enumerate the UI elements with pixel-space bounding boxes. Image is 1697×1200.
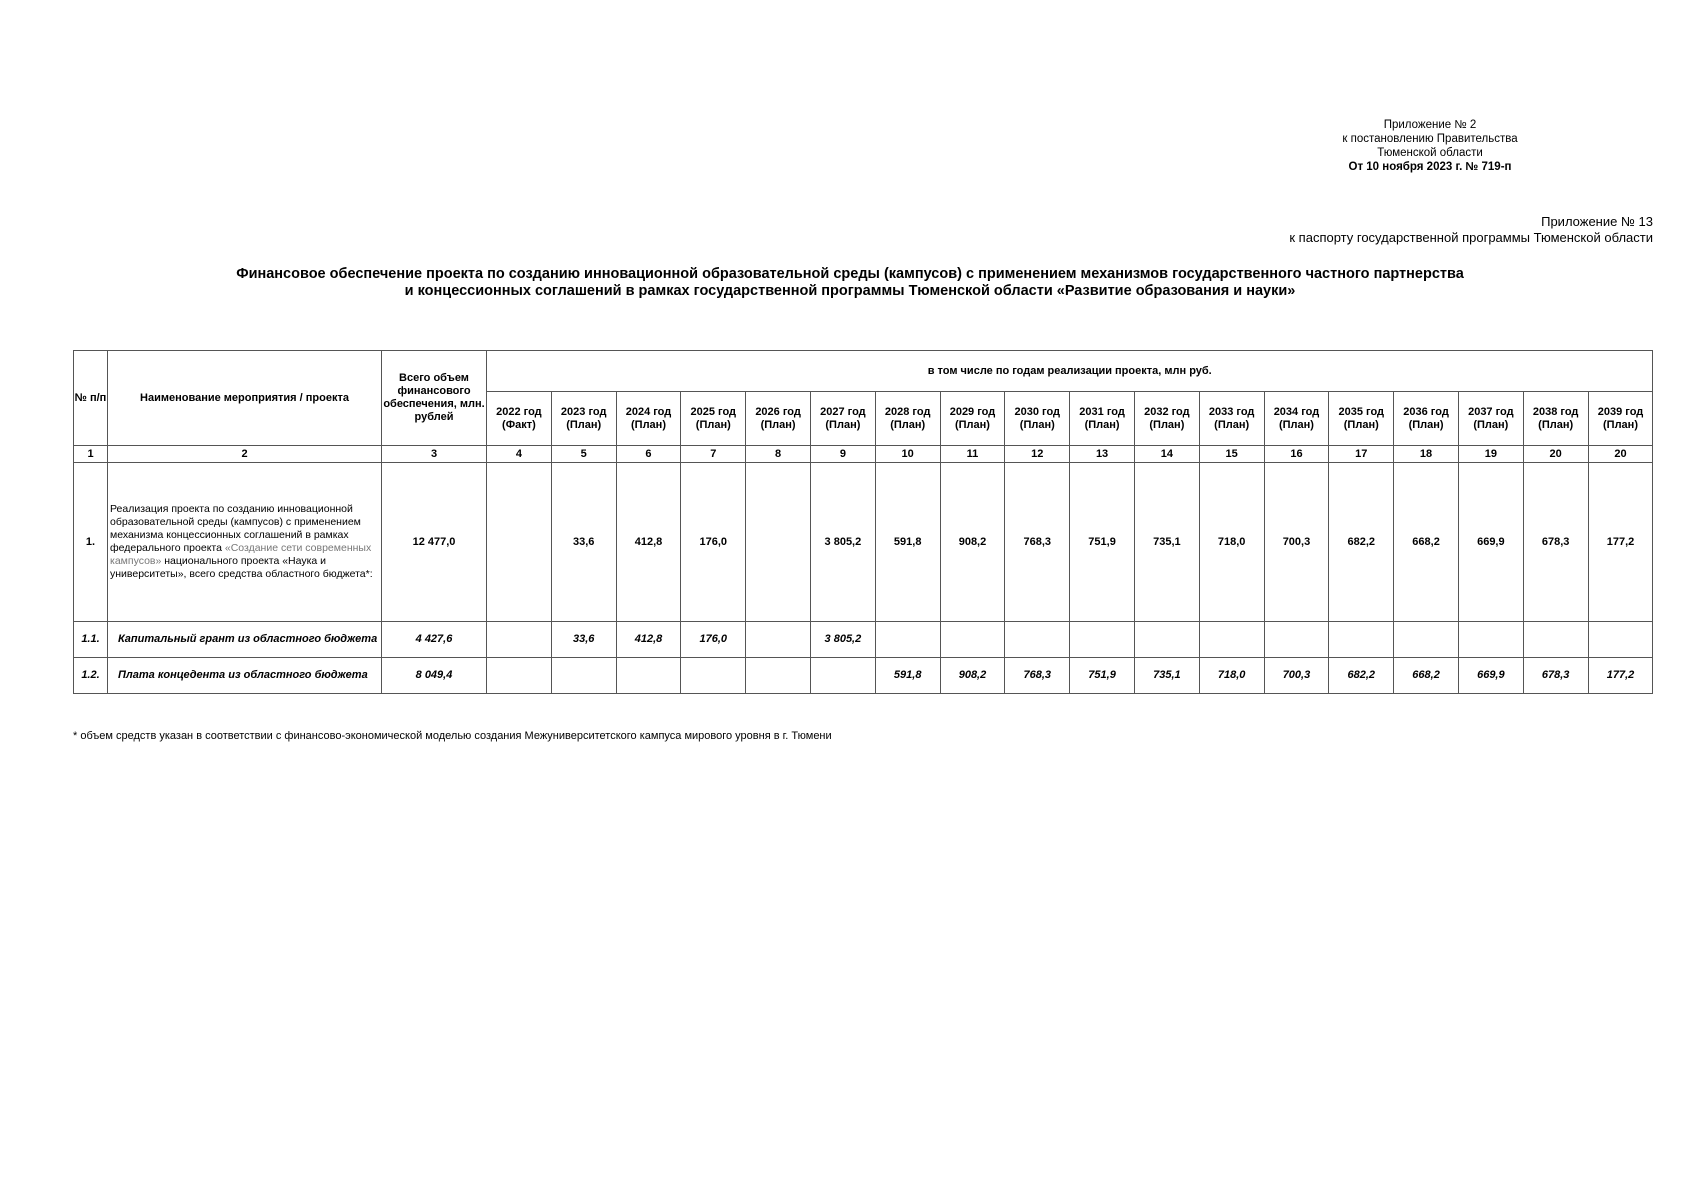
row-year-value bbox=[746, 622, 811, 658]
annex-passport-ref: к паспорту государственной программы Тюменской области bbox=[1289, 230, 1653, 245]
header-year bbox=[1070, 392, 1135, 446]
row-year-value bbox=[746, 658, 811, 694]
financing-table bbox=[73, 350, 1653, 694]
header-year-kind: (Факт) bbox=[502, 418, 536, 431]
header-year-kind: (План) bbox=[1149, 418, 1185, 431]
row-year-value: 176,0 bbox=[681, 622, 746, 658]
row-year-value bbox=[1134, 622, 1199, 658]
column-number: 8 bbox=[746, 446, 811, 463]
row-name bbox=[108, 463, 382, 622]
annex-ref: к постановлению Правительства bbox=[1342, 133, 1518, 145]
row-year-value: 768,3 bbox=[1005, 463, 1070, 622]
title-line-2: и концессионных соглашений в рамках государственной программы Тюменской области «Развитие образования и науки» bbox=[404, 283, 1296, 299]
row-year-value: 678,3 bbox=[1523, 658, 1588, 694]
annex-number: Приложение № 2 bbox=[1383, 119, 1477, 131]
header-year bbox=[1264, 392, 1329, 446]
annex-passport bbox=[1153, 214, 1653, 246]
header-year bbox=[681, 392, 746, 446]
row-year-value: 735,1 bbox=[1134, 658, 1199, 694]
row-year-value: 678,3 bbox=[1523, 463, 1588, 622]
header-year-label: 2028 год bbox=[884, 405, 931, 418]
row-year-value bbox=[940, 622, 1005, 658]
column-number: 9 bbox=[810, 446, 875, 463]
row-year-value bbox=[1458, 622, 1523, 658]
header-total: Всего объем финансового обеспечения, млн. рублей bbox=[382, 351, 487, 446]
header-year-label: 2036 год bbox=[1403, 405, 1449, 418]
table-row bbox=[74, 463, 1653, 622]
header-year-label: 2025 год bbox=[690, 405, 737, 418]
row-year-value bbox=[1199, 622, 1264, 658]
row-number: 1.1. bbox=[74, 622, 108, 658]
header-year bbox=[1134, 392, 1199, 446]
row-number: 1. bbox=[74, 463, 108, 622]
row-year-value: 718,0 bbox=[1199, 463, 1264, 622]
row-year-value bbox=[1005, 622, 1070, 658]
column-numbers-row bbox=[74, 446, 1653, 463]
row-year-value bbox=[681, 658, 746, 694]
column-number: 6 bbox=[616, 446, 681, 463]
header-year bbox=[810, 392, 875, 446]
row-year-value bbox=[810, 658, 875, 694]
column-number: 15 bbox=[1199, 446, 1264, 463]
row-year-value bbox=[1329, 622, 1394, 658]
column-number: 20 bbox=[1523, 446, 1588, 463]
header-year bbox=[1199, 392, 1264, 446]
header-year-kind: (План) bbox=[1343, 418, 1379, 431]
column-number: 14 bbox=[1134, 446, 1199, 463]
header-row-1 bbox=[74, 351, 1653, 392]
header-year-kind: (План) bbox=[695, 418, 731, 431]
header-year-kind: (План) bbox=[1408, 418, 1444, 431]
column-number: 5 bbox=[551, 446, 616, 463]
header-year-label: 2031 год bbox=[1079, 405, 1125, 418]
row-name: Капитальный грант из областного бюджета bbox=[108, 622, 382, 658]
row-year-value: 177,2 bbox=[1588, 463, 1653, 622]
column-number: 13 bbox=[1070, 446, 1135, 463]
row-year-value bbox=[1394, 622, 1459, 658]
row-year-value bbox=[746, 463, 811, 622]
row-year-value bbox=[875, 622, 940, 658]
header-year-label: 2022 год bbox=[496, 405, 542, 418]
row-total: 8 049,4 bbox=[382, 658, 487, 694]
annex-passport-number: Приложение № 13 bbox=[1541, 214, 1653, 229]
header-year bbox=[616, 392, 681, 446]
row-year-value: 735,1 bbox=[1134, 463, 1199, 622]
row-year-value: 668,2 bbox=[1394, 463, 1459, 622]
header-year-label: 2038 год bbox=[1532, 405, 1579, 418]
header-year bbox=[1329, 392, 1394, 446]
column-number: 17 bbox=[1329, 446, 1394, 463]
row-year-value: 751,9 bbox=[1070, 463, 1135, 622]
header-year-label: 2029 год bbox=[949, 405, 996, 418]
header-year bbox=[1394, 392, 1459, 446]
header-year-label: 2033 год bbox=[1208, 405, 1255, 418]
header-no: № п/п bbox=[74, 351, 108, 446]
header-years-group: в том числе по годам реализации проекта, млн руб. bbox=[487, 351, 1653, 392]
row-year-value: 33,6 bbox=[551, 463, 616, 622]
column-number: 7 bbox=[681, 446, 746, 463]
header-year-kind: (План) bbox=[954, 418, 990, 431]
row-year-value bbox=[616, 658, 681, 694]
header-year-kind: (План) bbox=[566, 418, 602, 431]
row-year-value: 33,6 bbox=[551, 622, 616, 658]
column-number: 19 bbox=[1458, 446, 1523, 463]
row-year-value: 176,0 bbox=[681, 463, 746, 622]
row-year-value: 3 805,2 bbox=[810, 622, 875, 658]
row-year-value: 768,3 bbox=[1005, 658, 1070, 694]
header-year-label: 2030 год bbox=[1014, 405, 1061, 418]
row-year-value: 591,8 bbox=[875, 658, 940, 694]
header-year-label: 2032 год bbox=[1144, 405, 1190, 418]
header-year-label: 2026 год bbox=[755, 405, 801, 418]
header-year bbox=[1588, 392, 1653, 446]
header-year-label: 2039 год bbox=[1597, 405, 1644, 418]
row-number: 1.2. bbox=[74, 658, 108, 694]
header-year bbox=[1005, 392, 1070, 446]
column-number: 3 bbox=[382, 446, 487, 463]
header-year-label: 2037 год bbox=[1468, 405, 1514, 418]
row-year-value bbox=[487, 463, 552, 622]
row-year-value bbox=[551, 658, 616, 694]
title-line-1: Финансовое обеспечение проекта по созданию инновационной образовательной среды (кампусов) с применением механизмов государственного частного партнерства bbox=[236, 266, 1464, 282]
header-year-kind: (План) bbox=[1603, 418, 1638, 431]
header-year-label: 2027 год bbox=[820, 405, 866, 418]
page-title bbox=[60, 266, 1640, 300]
header-year-kind: (План) bbox=[1214, 418, 1250, 431]
row-year-value bbox=[487, 658, 552, 694]
row-year-value: 591,8 bbox=[875, 463, 940, 622]
footnote: * объем средств указан в соответствии с финансово-экономической моделью создания Межуниверситетского кампуса мирового уровня в г. Тюмени bbox=[73, 730, 832, 742]
row-year-value: 908,2 bbox=[940, 463, 1005, 622]
header-year bbox=[1523, 392, 1588, 446]
row-year-value bbox=[1070, 622, 1135, 658]
row-year-value: 668,2 bbox=[1394, 658, 1459, 694]
header-name: Наименование мероприятия / проекта bbox=[108, 351, 382, 446]
row-name-part-1: Реализация проекта по созданию инновационной образовательной среды (кампусов) с применением механизма концессионных соглашений в рамках федерального проекта bbox=[110, 503, 361, 554]
column-number: 1 bbox=[74, 446, 108, 463]
row-year-value bbox=[487, 622, 552, 658]
header-year-kind: (План) bbox=[631, 418, 666, 431]
header-year-label: 2024 год bbox=[625, 405, 672, 418]
row-total: 12 477,0 bbox=[382, 463, 487, 622]
column-number: 18 bbox=[1394, 446, 1459, 463]
row-year-value: 700,3 bbox=[1264, 463, 1329, 622]
row-total: 4 427,6 bbox=[382, 622, 487, 658]
row-year-value: 3 805,2 bbox=[810, 463, 875, 622]
row-name: Плата концедента из областного бюджета bbox=[108, 658, 382, 694]
row-year-value bbox=[1264, 622, 1329, 658]
header-year-kind: (План) bbox=[1084, 418, 1120, 431]
table-row bbox=[74, 658, 1653, 694]
annex-government-decree bbox=[1300, 118, 1560, 174]
header-year bbox=[551, 392, 616, 446]
row-year-value bbox=[1523, 622, 1588, 658]
row-year-value: 700,3 bbox=[1264, 658, 1329, 694]
header-year bbox=[875, 392, 940, 446]
row-year-value: 177,2 bbox=[1588, 658, 1653, 694]
row-name-part-3: национального проекта «Наука и университеты», всего средства областного бюджета*: bbox=[110, 555, 373, 580]
row-year-value: 682,2 bbox=[1329, 658, 1394, 694]
row-name-federal-project: «Создание сети современных кампусов» bbox=[110, 542, 372, 567]
header-year bbox=[1458, 392, 1523, 446]
row-year-value: 412,8 bbox=[616, 463, 681, 622]
row-year-value: 412,8 bbox=[616, 622, 681, 658]
annex-date: От 10 ноября 2023 г. № 719-п bbox=[1348, 161, 1512, 173]
header-year-label: 2035 год bbox=[1338, 405, 1385, 418]
column-number: 4 bbox=[487, 446, 552, 463]
header-year-kind: (План) bbox=[760, 418, 796, 431]
row-year-value: 682,2 bbox=[1329, 463, 1394, 622]
column-number: 20 bbox=[1588, 446, 1653, 463]
header-year-kind: (План) bbox=[1473, 418, 1509, 431]
header-year-kind: (План) bbox=[1278, 418, 1314, 431]
header-year-kind: (План) bbox=[825, 418, 861, 431]
header-year-kind: (План) bbox=[1538, 418, 1574, 431]
header-year-kind: (План) bbox=[890, 418, 926, 431]
header-year-kind: (План) bbox=[1019, 418, 1055, 431]
row-year-value: 751,9 bbox=[1070, 658, 1135, 694]
row-year-value: 908,2 bbox=[940, 658, 1005, 694]
annex-region: Тюменской области bbox=[1377, 147, 1483, 159]
header-year bbox=[746, 392, 811, 446]
header-year-label: 2023 год bbox=[560, 405, 607, 418]
column-number: 12 bbox=[1005, 446, 1070, 463]
column-number: 10 bbox=[875, 446, 940, 463]
row-year-value bbox=[1588, 622, 1653, 658]
header-year bbox=[940, 392, 1005, 446]
row-year-value: 669,9 bbox=[1458, 658, 1523, 694]
column-number: 16 bbox=[1264, 446, 1329, 463]
column-number: 11 bbox=[940, 446, 1005, 463]
header-year-label: 2034 год bbox=[1273, 405, 1320, 418]
row-year-value: 669,9 bbox=[1458, 463, 1523, 622]
row-year-value: 718,0 bbox=[1199, 658, 1264, 694]
header-year bbox=[487, 392, 552, 446]
table-row bbox=[74, 622, 1653, 658]
column-number: 2 bbox=[108, 446, 382, 463]
